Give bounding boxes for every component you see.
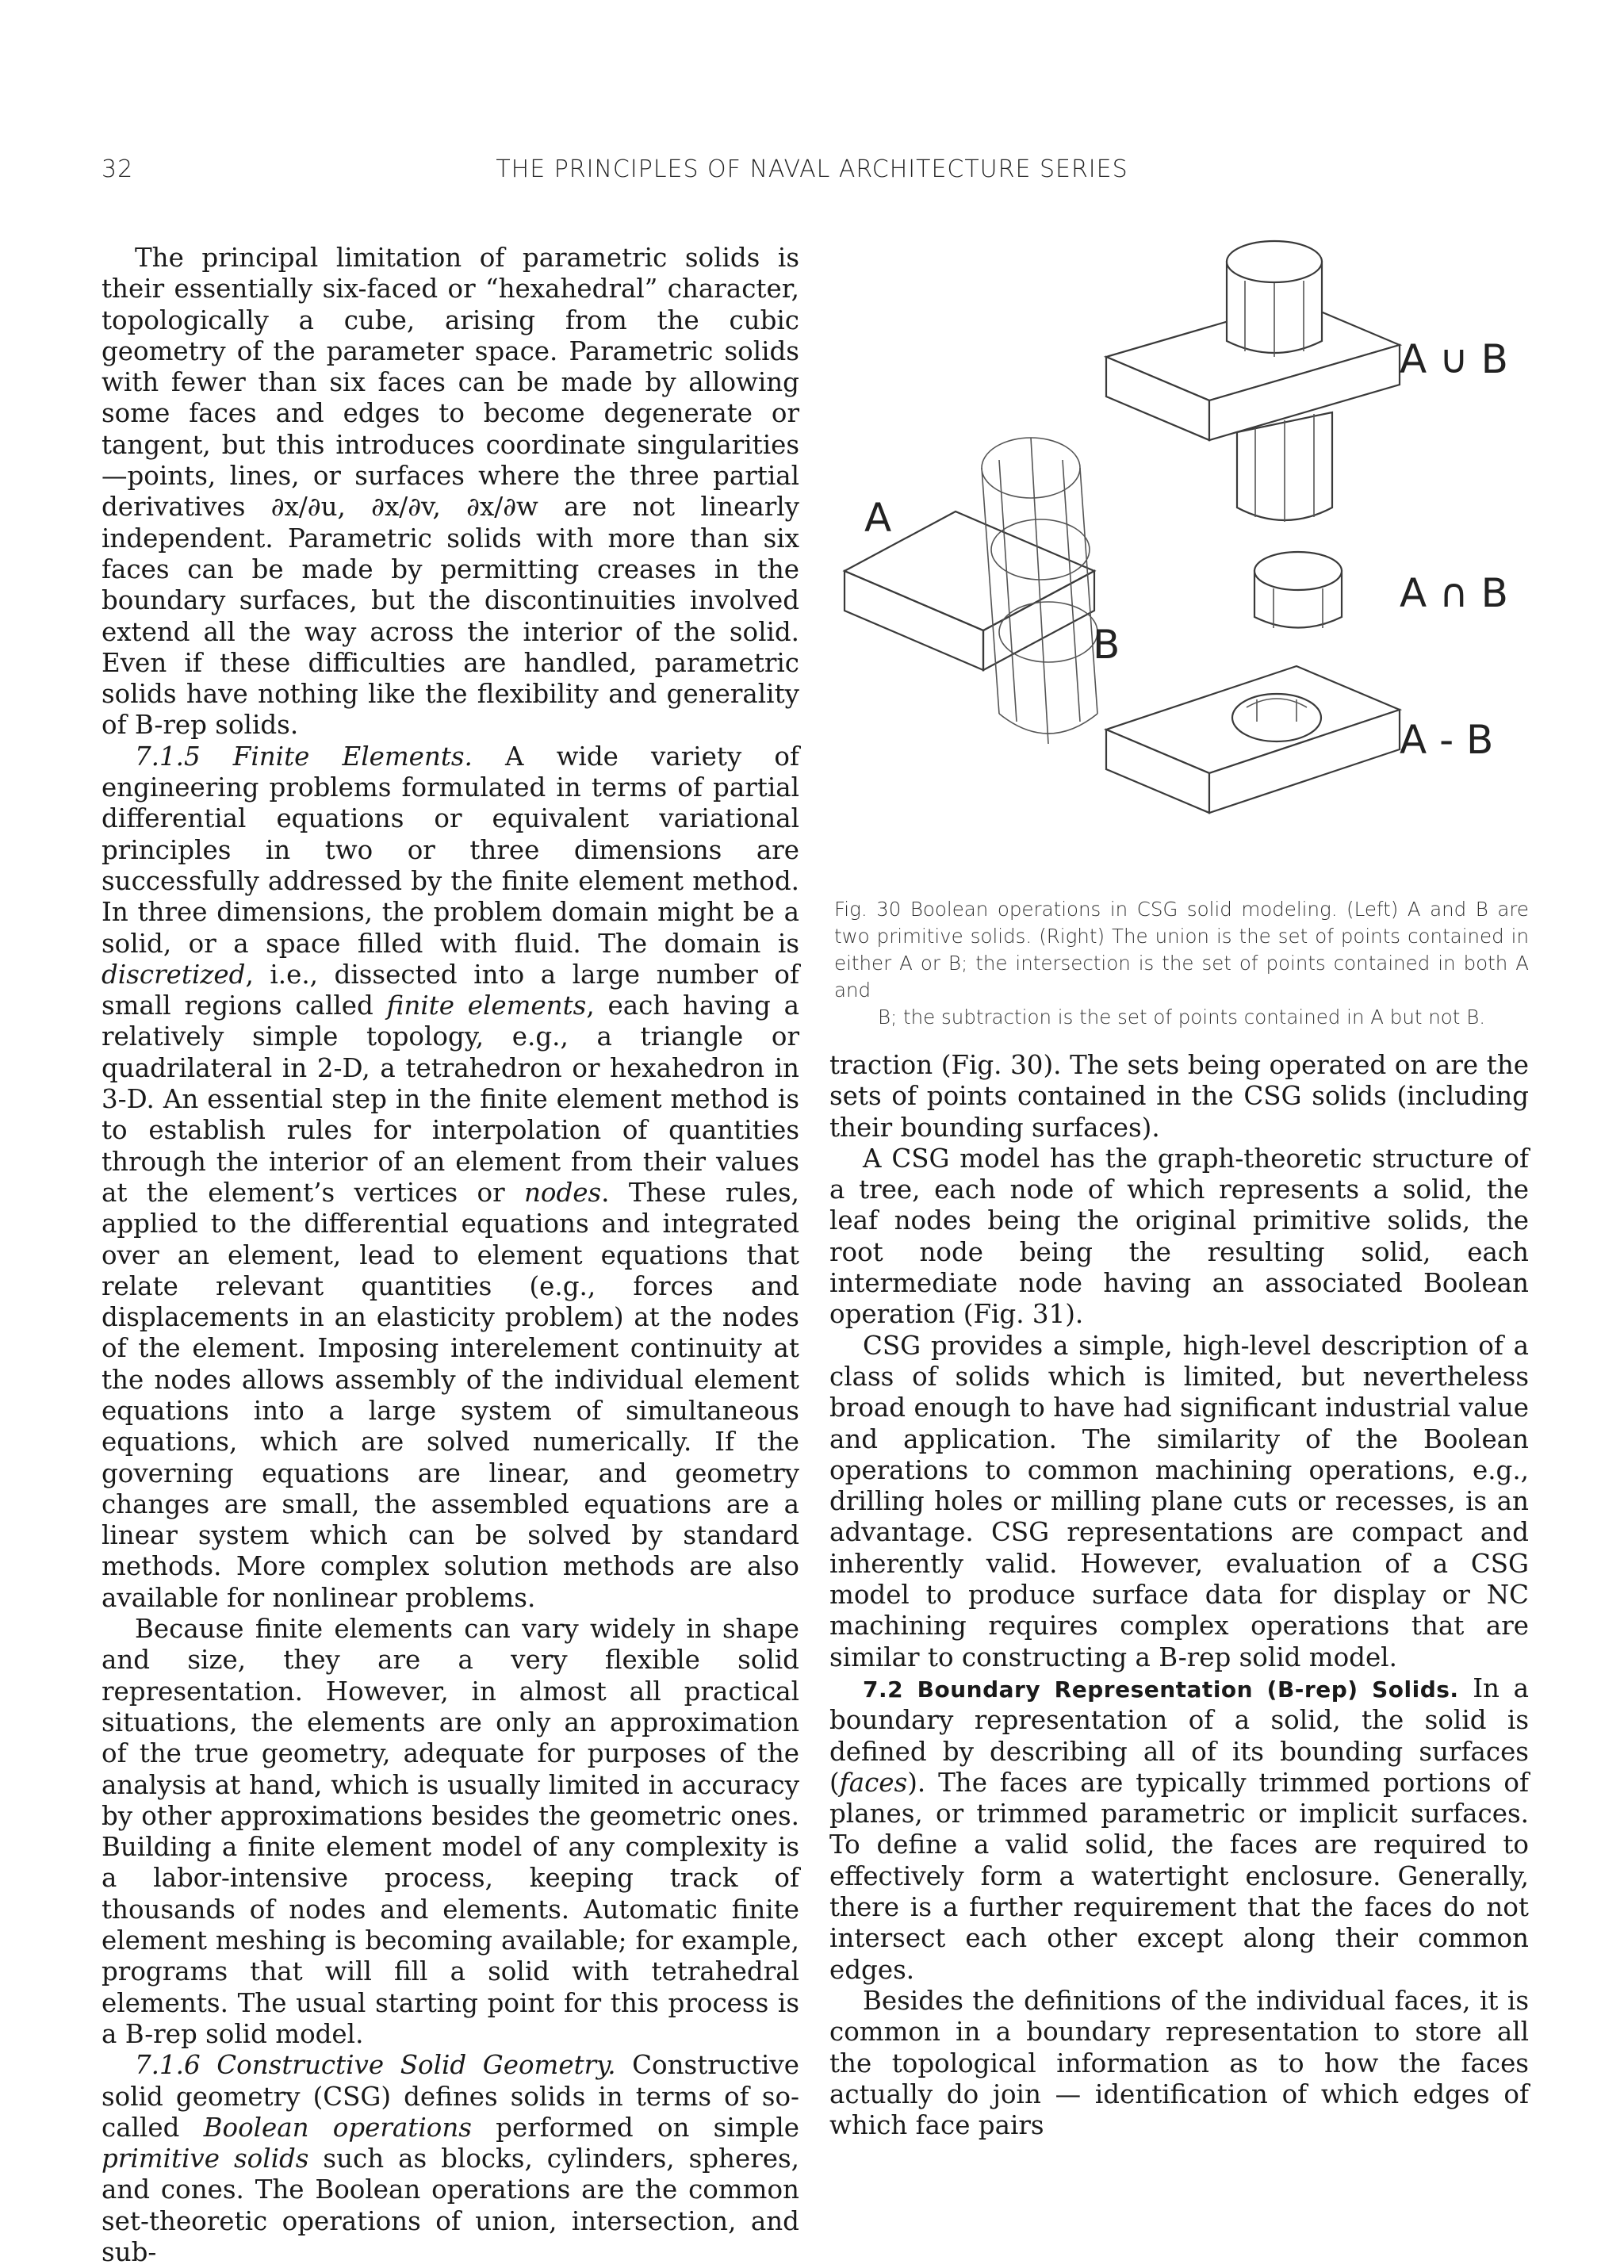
intersection-solid bbox=[1254, 552, 1342, 628]
subsection-heading-finite-elements: 7.1.5 Finite Elements. bbox=[135, 741, 473, 772]
primitive-cylinder-b bbox=[982, 438, 1097, 744]
caption-text: Fig. 30 Boolean operations in CSG solid modeling. (Left) A and B are two primitive solids. (Right) The union is the set of points contained in either A or B; the intersection is the set of points contained in both A and bbox=[834, 898, 1529, 1002]
csg-illustration bbox=[841, 238, 1538, 872]
paragraph-parametric-limits: The principal limitation of parametric solids is their essentially six-faced or “hexahedral” character, topologically a cube, arising from the cubic geometry of the parameter space. Parametric solids with fewer than six faces can be made by allowing some faces and edges to become degenerate or tangent, but this introduces coordinate singularities—points, lines, or surfaces where the three partial derivatives ∂x/∂u, ∂x/∂v, ∂x/∂w are not linearly independent. Parametric solids with more than six faces can be made by permitting creases in the boundary surfaces, but the discontinuities involved extend all the way across the interior of the solid. Even if these difficulties are handled, parametric solids have nothing like the flexibility and generality of B-rep solids. bbox=[102, 243, 799, 741]
label-union: A ∪ B bbox=[1400, 336, 1508, 382]
subsection-heading-csg: 7.1.6 Constructive Solid Geometry. bbox=[135, 2050, 616, 2081]
paragraph-csg: 7.1.6 Constructive Solid Geometry. Constructive solid geometry (CSG) defines solids in terms of so-called Boolean operations performed on simple primitive solids such as blocks, cylinders, spheres, and cones. The Boolean operations are the common set-theoretic operations of union, intersection, and sub- bbox=[102, 2050, 799, 2267]
section-heading-brep: 7.2 Boundary Representation (B-rep) Solids. bbox=[863, 1676, 1459, 1703]
series-title: THE PRINCIPLES OF NAVAL ARCHITECTURE SERIES bbox=[496, 155, 1128, 183]
paragraph-finite-elements: 7.1.5 Finite Elements. A wide variety of engineering problems formulated in terms of partial differential equations or equivalent variational principles in two or three dimensions are successfully addressed by the finite element method. In three dimensions, the problem domain might be a solid, or a space filled with fluid. The domain is discretized, i.e., dissected into a large number of small regions called finite elements, each having a relatively simple topology, e.g., a triangle or quadrilateral in 2-D, a tetrahedron or hexahedron in 3-D. An essential step in the finite element method is to establish rules for interpolation of quantities through the interior of an element from their values at the element’s vertices or nodes. These rules, applied to the differential equations and integrated over an element, lead to element equations that relate relevant quantities (e.g., forces and displacements in an elasticity problem) at the nodes of the element. Imposing interelement continuity at the nodes allows assembly of the individual element equations into a large system of simultaneous equations, which are solved numerically. If the governing equations are linear, and geometry changes are small, the assembled equations are a linear system which can be solved by standard methods. More complex solution methods are also available for nonlinear problems. bbox=[102, 741, 800, 1613]
page-number: 32 bbox=[102, 155, 134, 183]
label-b: B bbox=[1093, 622, 1120, 668]
paragraph-csg-properties: CSG provides a simple, high-level description of a class of solids which is limited, but nevertheless broad enough to have had significant industrial value and application. The similarity of the Boolean operations to common machining operations, e.g., drilling holes or milling plane cuts or recesses, is an advantage. CSG representations are compact and inherently valid. However, evaluation of a CSG model to produce surface data for display or NC machining requires complex operations that are similar to constructing a B-rep solid model. bbox=[829, 1330, 1529, 1672]
figure-caption bbox=[834, 896, 1529, 1031]
paragraph-brep: 7.2 Boundary Representation (B-rep) Solids. In a boundary representation of a solid, the solid is defined by describing all of its bounding surfaces (faces). The faces are typically trimmed portions of planes, or trimmed parametric or implicit surfaces. To define a valid solid, the faces are required to effectively form a watertight enclosure. Generally, there is a further requirement that the faces do not intersect each other except along their common edges. bbox=[829, 1672, 1530, 1985]
paragraph-topology: Besides the definitions of the individual faces, it is common in a boundary representation to store all the topological information as to how the faces actually do join — identification of which edges of which face pairs bbox=[829, 1985, 1529, 2141]
paragraph-traction: traction (Fig. 30). The sets being operated on are the sets of points contained in the CSG solids (including their bounding surfaces). bbox=[829, 1050, 1529, 1143]
running-head bbox=[0, 155, 1624, 195]
figure-30-boolean-operations bbox=[841, 238, 1538, 872]
label-subtraction: A - B bbox=[1400, 717, 1494, 763]
right-column bbox=[829, 1050, 1529, 2141]
paragraph-csg-tree: A CSG model has the graph-theoretic structure of a tree, each node of which represents a solid, the leaf nodes being the original primitive solids, the root node being the resulting solid, each intermediate node having an associated Boolean operation (Fig. 31). bbox=[829, 1143, 1529, 1330]
union-solid bbox=[1106, 241, 1400, 522]
label-intersection: A ∩ B bbox=[1400, 570, 1508, 616]
label-a: A bbox=[864, 495, 892, 541]
subtraction-solid bbox=[1106, 666, 1400, 813]
caption-last-line: B; the subtraction is the set of points contained in A but not B. bbox=[877, 1006, 1486, 1029]
paragraph-fe-flexibility: Because finite elements can vary widely in shape and size, they are a very flexible solid representation. However, in almost all practical situations, the elements are only an approximation of the true geometry, adequate for purposes of the analysis at hand, which is usually limited in accuracy by other approximations besides the geometric ones. Building a finite element model of any complexity is a labor-intensive process, keeping track of thousands of nodes and elements. Automatic finite element meshing is becoming available; for example, programs that will fill a solid with tetrahedral elements. The usual starting point for this process is a B-rep solid model. bbox=[102, 1614, 799, 2049]
left-column bbox=[102, 243, 799, 2268]
